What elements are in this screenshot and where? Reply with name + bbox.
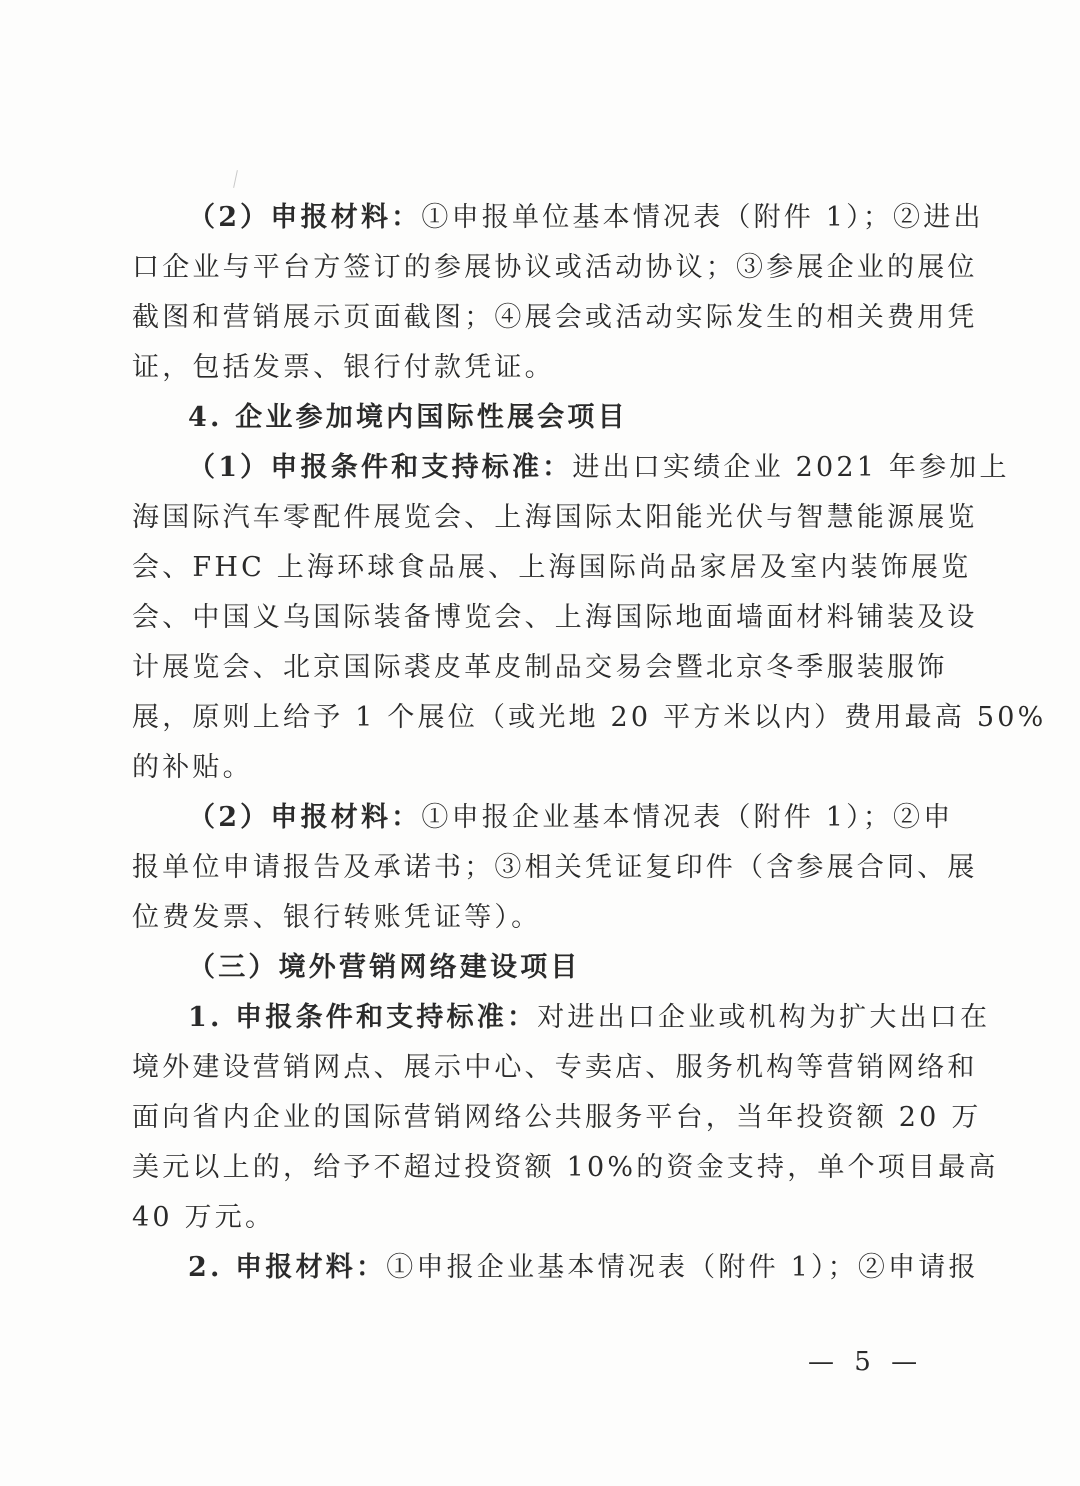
paragraph-line: 展，原则上给予 1 个展位（或光地 20 平方米以内）费用最高 50% [132,702,1047,733]
scan-artifact-mark [233,170,238,188]
paragraph-line: 境外建设营销网点、展示中心、专卖店、服务机构等营销网络和 [132,1052,978,1083]
paragraph-line: 会、FHC 上海环球食品展、上海国际尚品家居及室内装饰展览 [132,552,972,583]
paragraph-line: 计展览会、北京国际裘皮革皮制品交易会暨北京冬季服装服饰 [132,652,948,683]
section-heading: （2）申报材料： [188,202,422,233]
paragraph-line: 会、中国义乌国际装备博览会、上海国际地面墙面材料铺装及设 [132,602,978,633]
paragraph-line: 面向省内企业的国际营销网络公共服务平台，当年投资额 20 万 [132,1102,982,1133]
paragraph-line: （1）申报条件和支持标准：进出口实绩企业 2021 年参加上 [188,452,1010,483]
section-heading: （2）申报材料： [188,802,422,833]
section-heading: 4. 企业参加境内国际性展会项目 [188,402,628,433]
paragraph-line: （2）申报材料：①申报单位基本情况表（附件 1）；②进出 [188,202,984,233]
paragraph-line: 口企业与平台方签订的参展协议或活动协议；③参展企业的展位 [132,252,978,283]
paragraph-line: 截图和营销展示页面截图；④展会或活动实际发生的相关费用凭 [132,302,978,333]
section-heading: 2. 申报材料： [188,1252,387,1283]
page-number: — 5 — [808,1347,924,1377]
section-heading: （1）申报条件和支持标准： [188,452,573,483]
paragraph-line: 2. 申报材料：①申报企业基本情况表（附件 1）；②申请报 [188,1252,979,1283]
paragraph-line: 证，包括发票、银行付款凭证。 [132,352,555,383]
paragraph-line: 的补贴。 [132,752,253,783]
paragraph-line: 美元以上的，给予不超过投资额 10%的资金支持，单个项目最高 [132,1152,999,1183]
paragraph-line: （2）申报材料：①申报企业基本情况表（附件 1）；②申 [188,802,954,833]
document-body [132,193,1047,1293]
section-heading: （三）境外营销网络建设项目 [188,952,581,983]
paragraph-line: 报单位申请报告及承诺书；③相关凭证复印件（含参展合同、展 [132,852,978,883]
paragraph-line: 位费发票、银行转账凭证等）。 [132,902,542,933]
paragraph-line: 海国际汽车零配件展览会、上海国际太阳能光伏与智慧能源展览 [132,502,978,533]
paragraph-line: 1. 申报条件和支持标准：对进出口企业或机构为扩大出口在 [188,1002,991,1033]
paragraph-line: 40 万元。 [132,1202,276,1233]
section-heading: 1. 申报条件和支持标准： [188,1002,538,1033]
